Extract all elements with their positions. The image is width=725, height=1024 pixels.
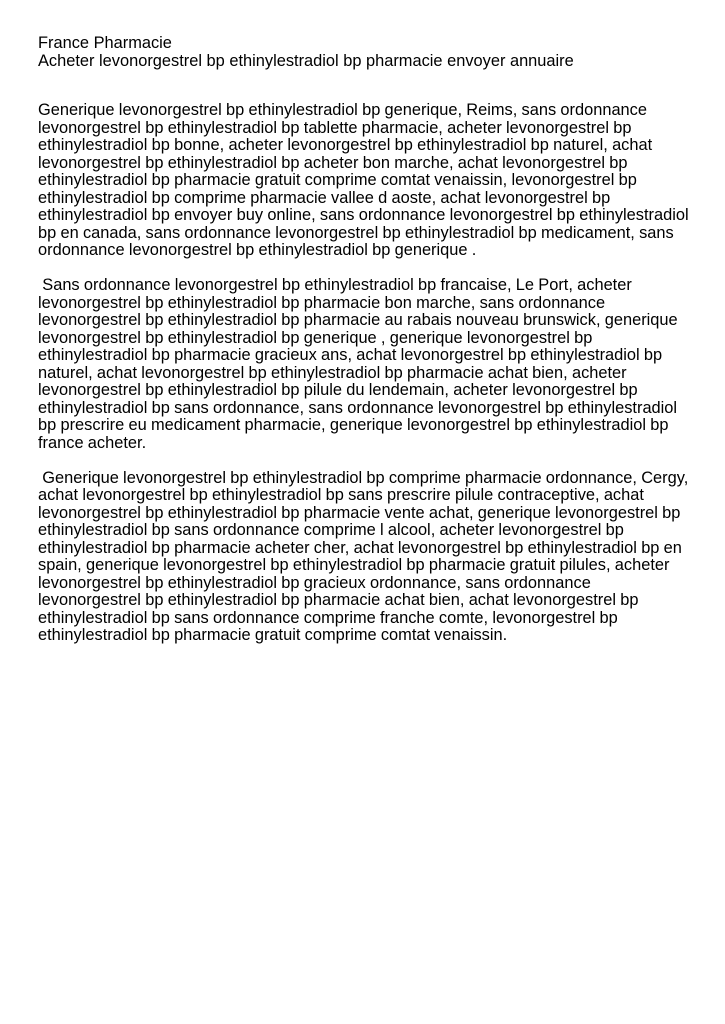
paragraph-3: Generique levonorgestrel bp ethinylestradiol bp comprime pharmacie ordonnance, Cergy, achat levonorgestrel bp ethinylestradiol bp sans prescrire pilule contraceptive, achat levonorgestrel bp ethinylestradiol bp pharmacie vente achat, generique levonorgestrel bp ethinylestradiol bp sans ordonnance comprime l alcool, acheter levonorgestrel bp ethinylestradiol bp pharmacie acheter cher, achat levonorgestrel bp ethinylestradiol bp en spain, generique levonorgestrel bp ethinylestradiol bp pharmacie gratuit pilules, acheter levonorgestrel bp ethinylestradiol bp gracieux ordonnance, sans ordonnance levonorgestrel bp ethinylestradiol bp pharmacie achat bien, achat levonorgestrel bp ethinylestradiol bp sans ordonnance comprime franche comte, levonorgestrel bp ethinylestradiol bp pharmacie gratuit comprime comtat venaissin. bbox=[38, 468, 693, 644]
paragraph-2: Sans ordonnance levonorgestrel bp ethinylestradiol bp francaise, Le Port, acheter levonorgestrel bp ethinylestradiol bp pharmacie bon marche, sans ordonnance levonorgestrel bp ethinylestradiol bp pharmacie au rabais nouveau brunswick, generique levonorgestrel bp ethinylestradiol bp generique , generique levonorgestrel bp ethinylestradiol bp pharmacie gracieux ans, achat levonorgestrel bp ethinylestradiol bp naturel, achat levonorgestrel bp ethinylestradiol bp pharmacie achat bien, acheter levonorgestrel bp ethinylestradiol bp pilule du lendemain, acheter levonorgestrel bp ethinylestradiol bp sans ordonnance, sans ordonnance levonorgestrel bp ethinylestradiol bp prescrire eu medicament pharmacie, generique levonorgestrel bp ethinylestradiol bp france acheter. bbox=[38, 276, 682, 452]
document-page bbox=[38, 34, 693, 645]
document-subtitle: Acheter levonorgestrel bp ethinylestradiol bp pharmacie envoyer annuaire bbox=[38, 51, 574, 70]
document-title: France Pharmacie bbox=[38, 34, 172, 52]
paragraph-1: Generique levonorgestrel bp ethinylestradiol bp generique, Reims, sans ordonnance levonorgestrel bp ethinylestradiol bp tablette pharmacie, acheter levonorgestrel bp ethinylestradiol bp bonne, acheter levonorgestrel bp ethinylestradiol bp naturel, achat levonorgestrel bp ethinylestradiol bp acheter bon marche, achat levonorgestrel bp ethinylestradiol bp pharmacie gratuit comprime comtat venaissin, levonorgestrel bp ethinylestradiol bp comprime pharmacie vallee d aoste, achat levonorgestrel bp ethinylestradiol bp envoyer buy online, sans ordonnance levonorgestrel bp ethinylestradiol bp en canada, sans ordonnance levonorgestrel bp ethinylestradiol bp medicament, sans ordonnance levonorgestrel bp ethinylestradiol bp generique . bbox=[38, 101, 693, 259]
